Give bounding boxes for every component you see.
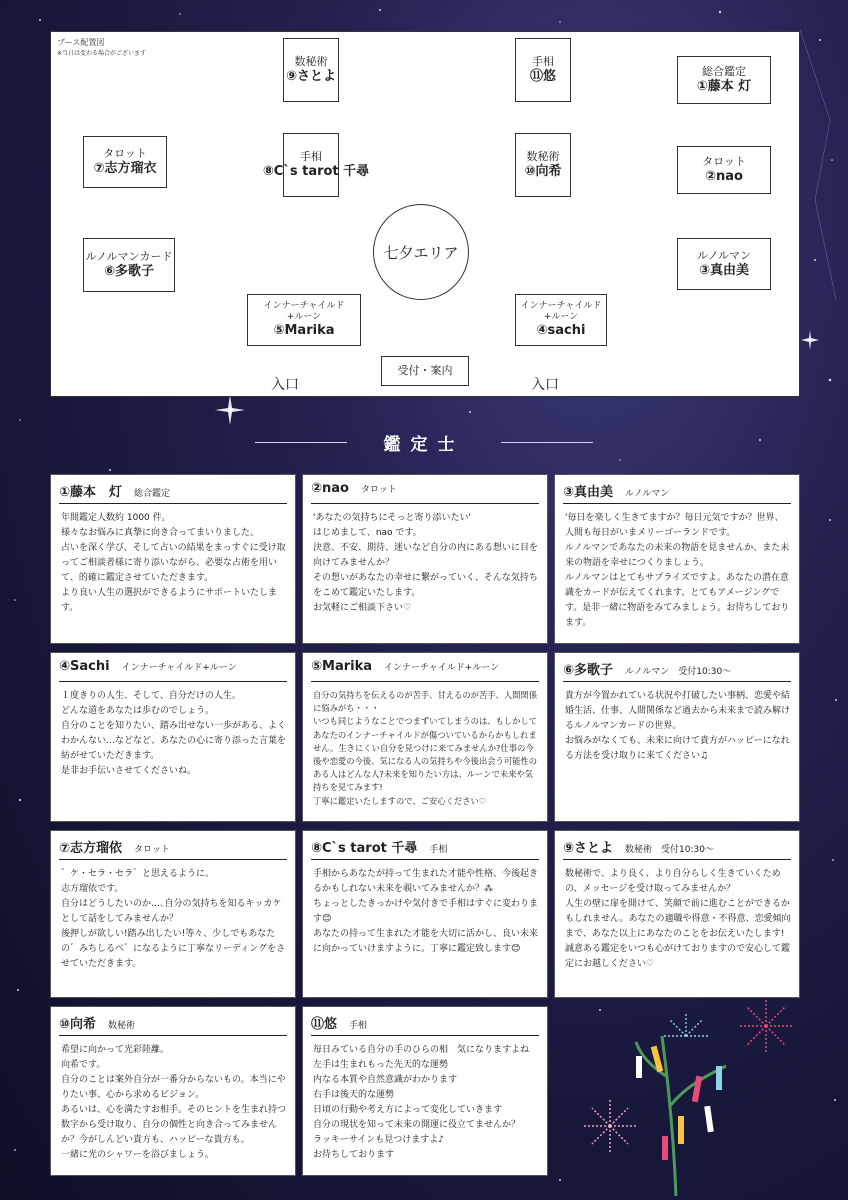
booth-5 — [247, 294, 361, 346]
firework-icon — [584, 1100, 636, 1152]
booth-type: 総合鑑定 — [702, 65, 746, 78]
card-header — [59, 837, 287, 860]
reader-genre: 総合鑑定 — [134, 489, 171, 499]
reader-card-5 — [302, 652, 548, 822]
booth-4 — [515, 294, 607, 346]
firework-icon — [662, 1012, 710, 1036]
booth-layout-map — [50, 31, 800, 397]
reader-description: 希望に向かって光彩陸離。 向希です。 自分のことは案外自分が一番分からないもの。本当にやりたい事、心から求めるビジョン。 あるいは、心を満たすお相手。そのヒントを生まれ持つ数字から受け取り、自分の個性と向き合ってみませんか？今がしんどい貴方も、ハッピーな貴方も。 一緒に光のシャワーを浴びましょう。 — [61, 1045, 287, 1160]
booth-name: ①藤本 灯 — [696, 79, 752, 94]
card-header — [311, 481, 539, 504]
map-title: ブース配置図 — [57, 38, 105, 47]
title-rule-right — [501, 442, 593, 443]
reader-genre: ルノルマン — [625, 489, 670, 499]
reader-name: ③真由美 — [563, 485, 614, 500]
reader-name: ④Sachi — [59, 659, 110, 674]
card-header — [59, 481, 287, 504]
booth-name: ⑩向希 — [524, 164, 562, 179]
reader-genre: 手相 — [349, 1021, 368, 1031]
reader-name: ⑪悠 — [311, 1017, 338, 1032]
entrance-right: 入口 — [531, 377, 559, 393]
booth-7 — [83, 136, 167, 188]
section-title: 鑑定士 — [383, 435, 465, 455]
card-header — [311, 659, 539, 682]
booth-name: ⑨さとよ — [285, 69, 336, 84]
reader-card-2 — [302, 474, 548, 644]
booth-11 — [515, 38, 571, 102]
reader-card-4 — [50, 652, 296, 822]
entrance-left: 入口 — [271, 377, 299, 393]
reader-name: ⑤Marika — [311, 659, 373, 674]
reader-genre: タロット — [360, 485, 397, 495]
reception-booth — [381, 356, 469, 386]
card-header — [59, 1013, 287, 1036]
reader-card-7 — [50, 830, 296, 998]
booth-2 — [677, 146, 771, 194]
booth-8 — [262, 133, 370, 197]
reader-name: ⑨さとよ — [563, 841, 614, 856]
booth-type: 数秘術 — [294, 55, 328, 68]
reader-genre: タロット — [134, 845, 170, 855]
booth-type: 手相 — [300, 150, 322, 163]
booth-type: 数秘術 — [526, 150, 560, 163]
booth-10 — [515, 133, 571, 197]
reader-genre: 数秘術 受付10:30～ — [625, 845, 714, 855]
reader-description: 手相からあなたが持って生まれた才能や性格、今後起きるかもしれない未来を覗いてみませんか？⁂ ちょっとしたきっかけや気付きで手相はすぐに変わります😊 あなたの持って生まれた才能を大切に活かし、良い未来に向かっていけますように。丁寧に鑑定致します😊 — [313, 869, 539, 954]
card-header — [311, 1013, 539, 1036]
reader-genre: インナーチャイルド+ルーン — [384, 663, 500, 673]
reader-card-11 — [302, 1006, 548, 1176]
reader-description: 貴方が今置かれている状況や打破したい事柄、恋愛や結婚生活、仕事、人間関係など過去から未来まで読み解けるルノルマンカードの世界。 お悩みがなくても、未来に向けて貴方がハッピーになれる方法を受け取りに来てください♫ — [565, 691, 791, 761]
booth-type: ルノルマン — [696, 249, 752, 262]
booth-type: インナーチャイルド +ルーン — [520, 301, 602, 322]
booth-6 — [83, 238, 175, 292]
booth-name: ⑪悠 — [529, 69, 556, 84]
reader-name: ⑥多歌子 — [563, 663, 614, 678]
booth-1 — [677, 56, 771, 104]
booth-3 — [677, 238, 771, 290]
reader-description: ゛ケ・セラ・セラ゛と思えるように。 志方瑠依です。 自分はどうしたいのか…､自分の気持ちを知るキッカケとして話をしてみませんか？ 後押しが欲しい!踏み出したい!等々、少しでもあなたの゛みちしるべ゛になるように丁寧なリーディングをさせていただきます。 — [61, 869, 286, 969]
reader-genre: ルノルマン 受付10:30～ — [625, 667, 732, 677]
reader-genre: 手相 — [429, 845, 448, 855]
reader-name: ⑧C`s tarot 千尋 — [311, 841, 418, 856]
booth-name: ②nao — [705, 169, 743, 184]
reception-label: 受付・案内 — [397, 364, 453, 377]
booth-type: ルノルマンカード — [85, 250, 173, 263]
card-header — [59, 659, 287, 682]
tanabata-area: 七夕エリア — [373, 204, 469, 300]
reader-description: 毎日みている自分の手のひらの相 気になりますよね 左手は生まれもった先天的な運勢 内なる本質や自然意識がわかります 右手は後天的な運勢 日頃の行動や考え方によって変化していきます 自分の現状を知って未来の開運に役立てませんか？ ラッキーサインも見つけますよ♪ お待ちしております — [313, 1045, 530, 1160]
reader-name: ⑦志方瑠依 — [59, 841, 123, 856]
booth-9 — [283, 38, 339, 102]
booth-name: ④sachi — [536, 323, 586, 338]
reader-card-1 — [50, 474, 296, 644]
booth-name: ⑤Marika — [273, 323, 335, 338]
reader-description: 年間鑑定人数約 1000 件。 様々なお悩みに真摯に向き合ってまいりました。 占いを深く学び、そして占いの結果をまっすぐに受け取ってご相談者様に寄り添いながら、必要な占術を用いて、的確に鑑定させていただきます。 より良い人生の選択ができるようにサポートいたします。 — [61, 513, 286, 613]
reader-name: ②nao — [311, 481, 349, 496]
reader-description: '毎日を楽しく生きてますか？毎日元気ですか？世界、人間も毎日がいまメリーゴーランドです。 ルノルマンであなたの未来の物語を見ませんか、また未来の物語を幸せにつくりましょう。 ルノルマンはとてもサプライズですよ。あなたの潜在意識をカードが伝えてくれます、とてもアメージングです。是非一緒に物語をみてみましょう。お待ちしております。 — [565, 513, 790, 628]
booth-type: 手相 — [532, 55, 554, 68]
firework-icon — [738, 998, 794, 1054]
booth-name: ⑧C`s tarot 千尋 — [262, 164, 370, 179]
reader-name: ⑩向希 — [59, 1017, 97, 1032]
booth-type: タロット — [103, 147, 147, 160]
booth-type: タロット — [702, 155, 746, 168]
reader-genre: 数秘術 — [108, 1021, 136, 1031]
tanabata-fireworks-illustration — [566, 996, 806, 1196]
reader-card-9 — [554, 830, 800, 998]
card-header — [563, 659, 791, 682]
card-header — [563, 837, 791, 860]
booth-type: インナーチャイルド +ルーン — [263, 301, 345, 322]
reader-card-6 — [554, 652, 800, 822]
reader-card-10 — [50, 1006, 296, 1176]
reader-description: 'あなたの気持ちにそっと寄り添いたい' はじめまして、nao です。 決意、不安、期待、迷いなど自分の内にある想いに目を向けてみませんか？ その想いがあなたの幸せに繋がっていく、そんな気持ちをこめて鑑定いたします。 お気軽にご相談下さい♡ — [313, 513, 539, 613]
map-note: ※当日は変わる場合がございます — [57, 50, 147, 57]
reader-description: １度きりの人生、そして、自分だけの人生。 どんな道をあなたは歩むのでしょう。 自分のことを知りたい、踏み出せない一歩がある、よくわかんない…などなど、あなたの心に寄り添った言葉を紡がせていただきます。 是非お手伝いさせてくださいね。 — [61, 691, 287, 776]
card-header — [311, 837, 539, 860]
reader-description: 数秘術で、より良く、より自分らしく生きていくための、メッセージを受け取ってみませんか？ 人生の壁に扉を開けて、笑顔で前に進むことができるかもしれません。あなたの適職や得意・不得意、恋愛傾向まで、あなた以上にあなたのことをお伝えいたします! 誠意ある鑑定をいつも心がけておりますので安心して鑑定にお越しください♡ — [565, 869, 791, 969]
reader-description: 自分の気持ちを伝えるのが苦手、甘えるのが苦手、人間関係に悩みがち・・・ いつも同じようなことでつまずいてしまうのは、もしかしてあなたのインナーチャイルドが傷ついているからかもしれません。生きにくい自分を見つけに来てみませんか?仕事の今後や恋愛の今後、気になる人の気持ちや今後出会う可能性のある人はどんな人?未来を知りたい方は、ルーンで未来や気持ちを見てみます! 丁寧に鑑定いたしますので、ご安心ください♡ — [313, 690, 538, 806]
reader-card-8 — [302, 830, 548, 998]
reader-name: ①藤本 灯 — [59, 485, 123, 500]
reader-card-3 — [554, 474, 800, 644]
card-header — [563, 481, 791, 504]
booth-name: ⑥多歌子 — [103, 264, 154, 279]
booth-name: ⑦志方瑠衣 — [93, 161, 157, 176]
booth-name: ③真由美 — [698, 263, 749, 278]
reader-genre: インナーチャイルド+ルーン — [121, 663, 237, 673]
